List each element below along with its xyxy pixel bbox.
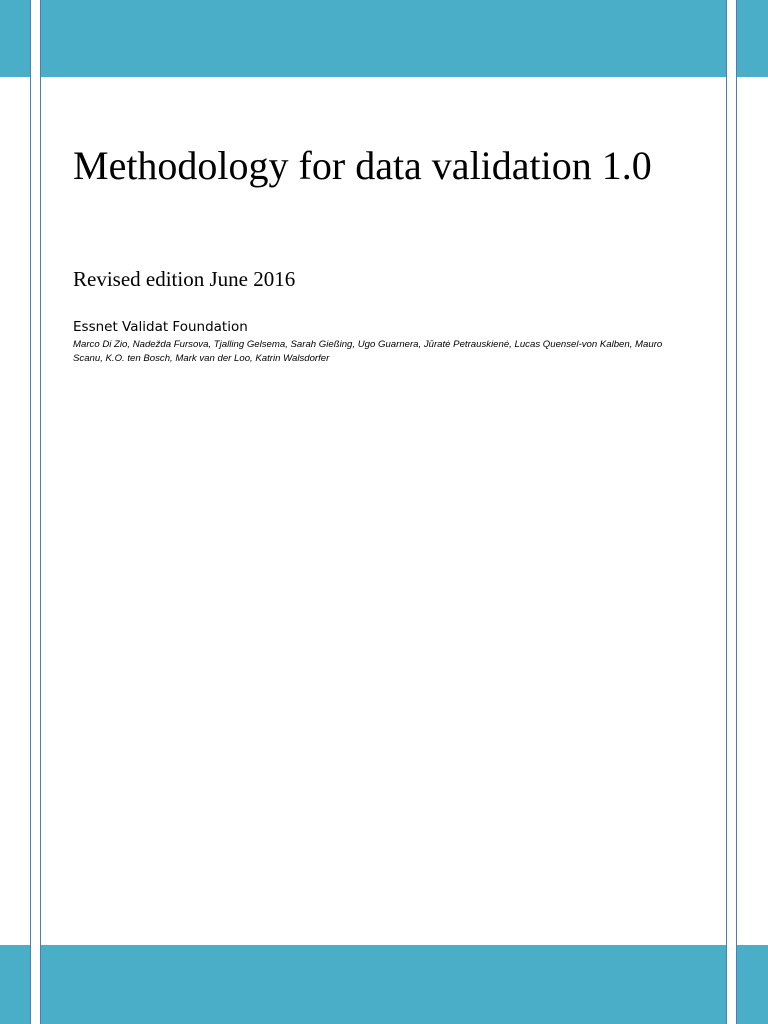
top-left-band (0, 0, 30, 77)
top-right-band (737, 0, 768, 77)
top-header-band (41, 0, 726, 77)
organization-name: Essnet Validat Foundation (73, 319, 248, 335)
left-inner-rule (40, 0, 41, 1024)
document-title: Methodology for data validation 1.0 (73, 143, 652, 188)
bottom-right-band (737, 945, 768, 1024)
bottom-left-band (0, 945, 30, 1024)
right-outer-rule (736, 0, 737, 1024)
right-inner-rule (726, 0, 727, 1024)
document-edition: Revised edition June 2016 (73, 267, 296, 291)
left-outer-rule (30, 0, 31, 1024)
bottom-footer-band (41, 945, 726, 1024)
author-list: Marco Di Zio, Nadežda Fursova, Tjalling Gelsema, Sarah Gießing, Ugo Guarnera, Jūratė Petrauskienė, Lucas Quensel-von Kalben, Mauro Scanu, K.O. ten Bosch, Mark van der Loo, Katrin Walsdorfer (73, 339, 663, 364)
